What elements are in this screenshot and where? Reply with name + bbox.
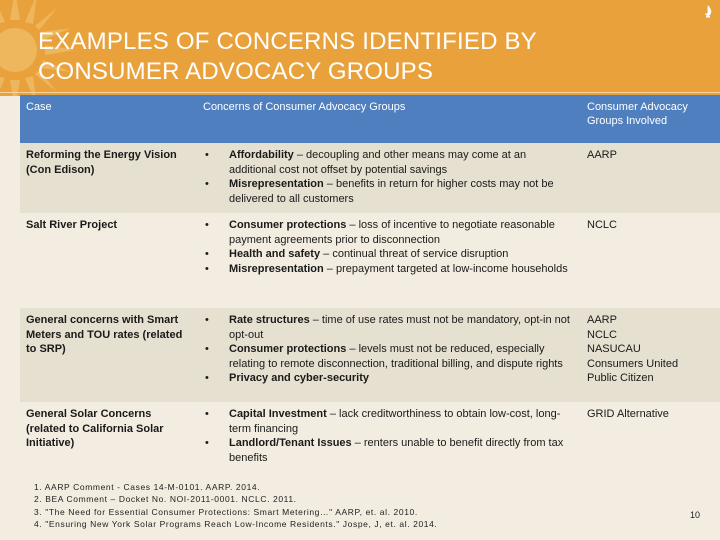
page-number: 10 bbox=[690, 510, 701, 520]
table-header-row bbox=[20, 95, 720, 143]
concerns-list bbox=[203, 148, 575, 206]
concern-text: – renters unable to benefit directly from tax benefits bbox=[229, 437, 564, 464]
concern-text: – continual threat of service disruption bbox=[320, 248, 509, 260]
case-cell: General Solar Concerns (related to California Solar Initiative) bbox=[20, 402, 197, 469]
concern-label: Rate structures bbox=[229, 314, 310, 326]
footnotes bbox=[34, 481, 437, 530]
case-cell: Reforming the Energy Vision (Con Edison) bbox=[20, 143, 197, 213]
concerns-cell bbox=[197, 308, 581, 402]
concern-text: – time of use rates must not be mandatory, opt-in not opt-out bbox=[229, 314, 570, 341]
column-header-concerns: Concerns of Consumer Advocacy Groups bbox=[197, 95, 581, 143]
slide-title bbox=[38, 27, 678, 87]
case-cell: General concerns with Smart Meters and TOU rates (related to SRP) bbox=[20, 308, 197, 402]
footnote: 1. AARP Comment - Cases 14-M-0101. AARP. 2014. bbox=[34, 482, 261, 492]
concern-item bbox=[229, 342, 575, 371]
footnote: 4. "Ensuring New York Solar Programs Reach Low-Income Residents." Jospe, J, et. al. 2014. bbox=[34, 518, 438, 529]
concern-item bbox=[229, 407, 575, 436]
concern-item bbox=[229, 313, 575, 342]
concern-label: Misrepresentation bbox=[229, 178, 324, 190]
slide-title-line-1: EXAMPLES OF CONCERNS IDENTIFIED BY bbox=[38, 28, 537, 55]
concern-label: Affordability bbox=[229, 149, 294, 161]
concern-item bbox=[229, 436, 575, 465]
concern-text: – lack creditworthiness to obtain low-cost, long-term financing bbox=[229, 408, 561, 435]
title-divider bbox=[0, 92, 720, 93]
table-row bbox=[20, 143, 720, 213]
concern-label: Landlord/Tenant Issues bbox=[229, 437, 352, 449]
flame-logo-icon bbox=[702, 4, 714, 18]
concerns-list bbox=[203, 407, 575, 465]
case-cell: Salt River Project bbox=[20, 213, 197, 308]
table-row bbox=[20, 402, 720, 469]
concern-item bbox=[229, 262, 575, 277]
concern-item bbox=[229, 371, 575, 386]
concern-label: Consumer protections bbox=[229, 343, 347, 355]
column-header-case: Case bbox=[20, 95, 197, 143]
footnote: 3. "The Need for Essential Consumer Protections: Smart Metering…" AARP, et. al. 2010. bbox=[34, 506, 418, 517]
concern-text: – decoupling and other means may come at an additional cost not offset by potential savings bbox=[229, 149, 527, 176]
concerns-cell bbox=[197, 143, 581, 213]
concern-text: – levels must not be reduced, especially relating to remote disconnection, traditional billing, and dispute rights bbox=[229, 343, 563, 370]
title-banner bbox=[0, 0, 720, 96]
concern-text: – loss of incentive to negotiate reasonable payment agreements prior to disconnection bbox=[229, 219, 555, 246]
concern-text: – prepayment targeted at low-income households bbox=[323, 262, 568, 275]
concerns-cell bbox=[197, 213, 581, 308]
slide-title-line-2: CONSUMER ADVOCACY GROUPS bbox=[38, 58, 434, 85]
concern-item bbox=[229, 177, 575, 206]
concern-item bbox=[229, 148, 575, 177]
concern-label: Capital Investment bbox=[229, 408, 327, 420]
concern-label: Consumer protections bbox=[229, 219, 347, 231]
concern-label: Privacy and cyber-security bbox=[229, 372, 370, 384]
concern-label: Misrepresentation bbox=[229, 262, 324, 275]
concern-label: Health and safety bbox=[229, 248, 321, 260]
concern-item bbox=[229, 247, 575, 262]
table-row bbox=[20, 308, 720, 402]
groups-cell: AARP NCLC NASUCAU Consumers United Public Citizen bbox=[581, 308, 720, 402]
groups-cell: GRID Alternative bbox=[581, 402, 720, 469]
groups-cell: AARP bbox=[581, 143, 720, 213]
concern-text: – benefits in return for higher costs may not be delivered to all customers bbox=[229, 178, 554, 205]
concerns-list bbox=[203, 218, 575, 276]
column-header-groups: Consumer Advocacy Groups Involved bbox=[581, 95, 720, 143]
concerns-list bbox=[203, 313, 575, 386]
concern-item bbox=[229, 218, 575, 247]
concerns-table bbox=[20, 95, 720, 469]
table-row bbox=[20, 213, 720, 308]
groups-cell: NCLC bbox=[581, 213, 720, 308]
footnote: 2. BEA Comment – Docket No. NOI-2011-0001. NCLC. 2011. bbox=[34, 494, 297, 505]
concerns-cell bbox=[197, 402, 581, 469]
